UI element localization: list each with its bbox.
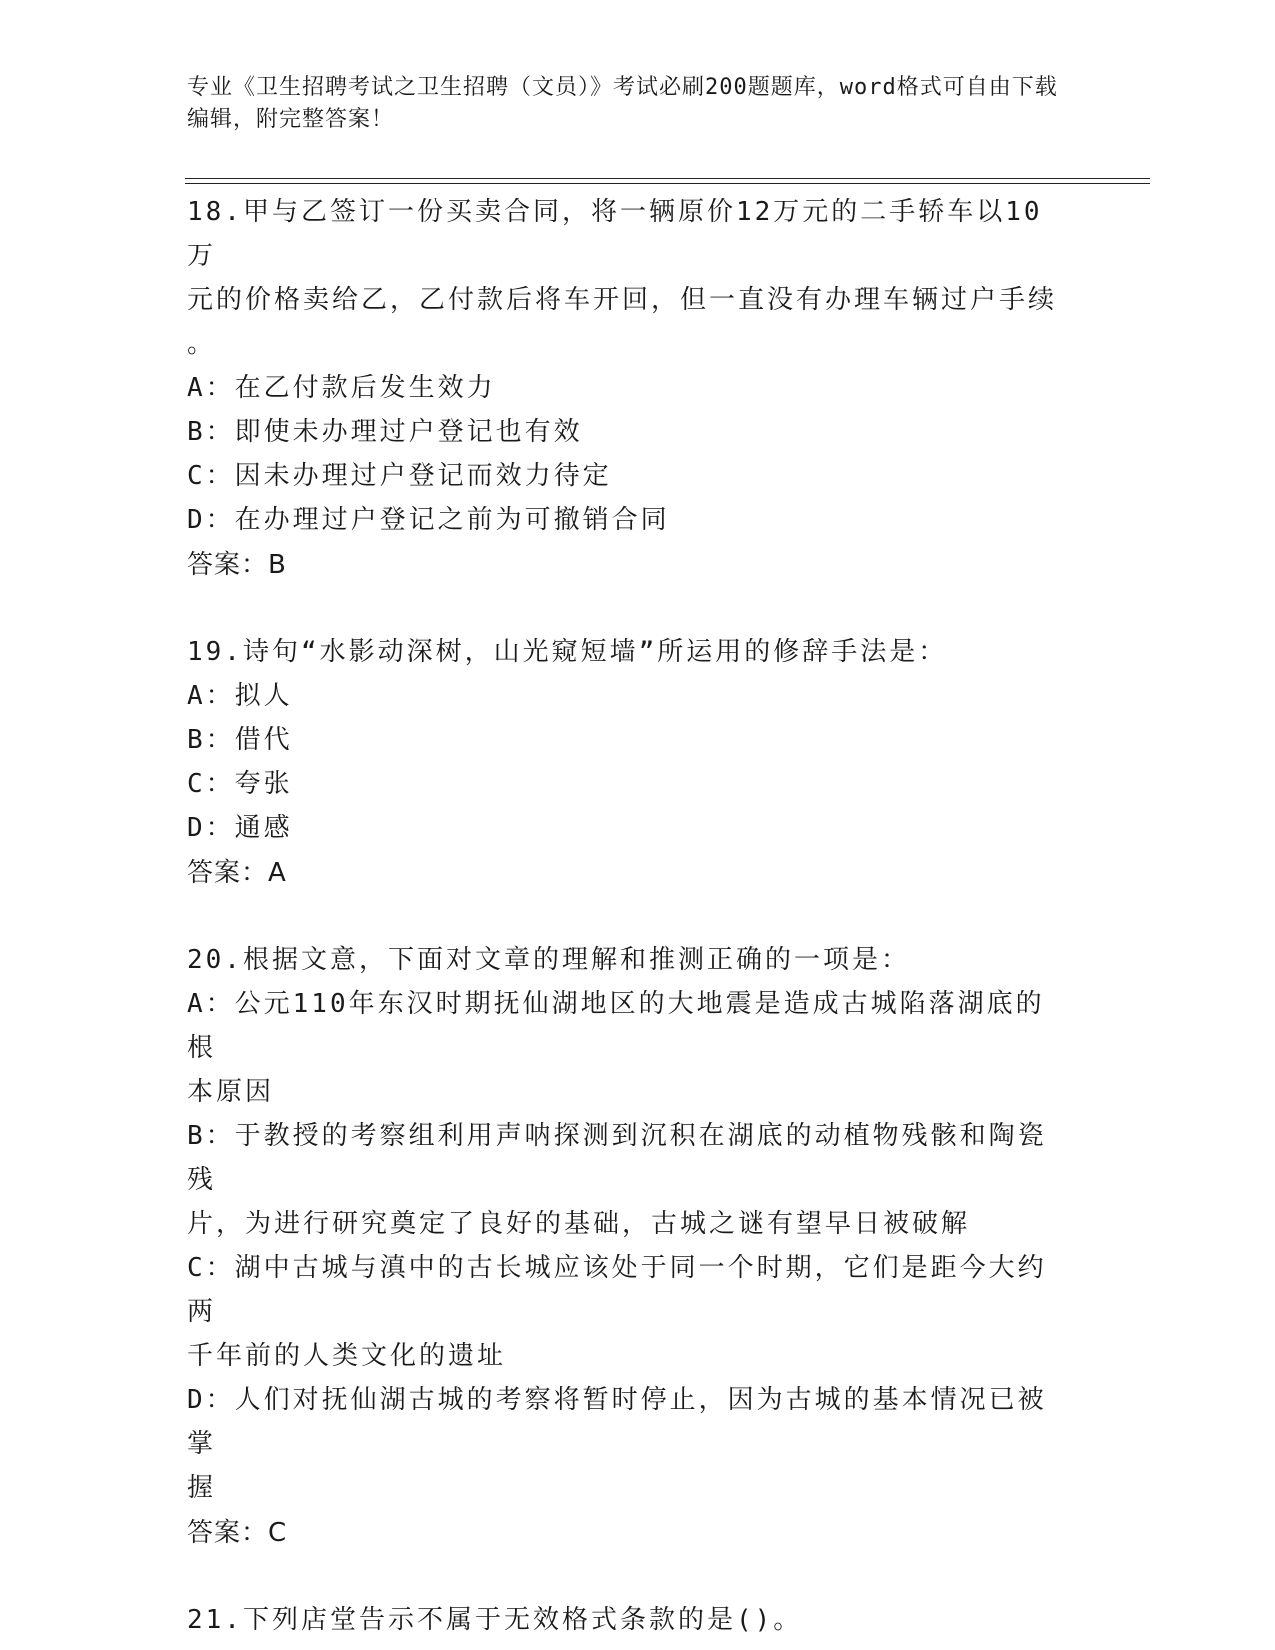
answer-option-line: D：通感 xyxy=(187,813,293,843)
question-list xyxy=(187,190,1067,1642)
answer-option-line: B：即使未办理过户登记也有效 xyxy=(187,417,583,447)
answer-option-line: C：因未办理过户登记而效力待定 xyxy=(187,461,612,491)
answer-option-line: D：在办理过户登记之前为可撤销合同 xyxy=(187,505,670,535)
question-stem-line: 元的价格卖给乙，乙付款后将车开回，但一直没有办理车辆过户手续 xyxy=(187,285,1058,315)
question-block xyxy=(187,938,1067,1556)
answer-option-line: 片，为进行研究奠定了良好的基础，古城之谜有望早日被破解 xyxy=(187,1209,971,1239)
document-header: 专业《卫生招聘考试之卫生招聘（文员）》考试必刷200题题库，word格式可自由下载编辑，附完整答案！ xyxy=(187,75,1058,132)
answer-option-line: B：于教授的考察组利用声呐探测到沉积在湖底的动植物残骸和陶瓷残 xyxy=(187,1121,1047,1195)
answer-option-line: A：在乙付款后发生效力 xyxy=(187,373,496,403)
answer-option-line: 千年前的人类文化的遗址 xyxy=(187,1341,507,1371)
header-divider-bottom xyxy=(185,183,1150,184)
answer-key: 答案：C xyxy=(187,1518,288,1548)
question-stem-line: 21.下列店堂告示不属于无效格式条款的是()。 xyxy=(187,1605,803,1635)
answer-key: 答案：B xyxy=(187,550,287,580)
question-stem-line: 。 xyxy=(187,329,217,359)
answer-option-line: D：人们对抚仙湖古城的考察将暂时停止，因为古城的基本情况已被掌 xyxy=(187,1385,1047,1459)
answer-key: 答案：A xyxy=(187,858,287,888)
question-stem-line: 19.诗句“水影动深树，山光窥短墙”所运用的修辞手法是： xyxy=(187,637,948,667)
answer-option-line: A：拟人 xyxy=(187,681,293,711)
question-block xyxy=(187,630,1067,896)
question-stem-line: 20.根据文意，下面对文章的理解和推测正确的一项是： xyxy=(187,945,910,975)
question-spacer xyxy=(187,588,1067,630)
question-spacer xyxy=(187,1556,1067,1598)
question-stem-line: 18.甲与乙签订一份买卖合同，将一辆原价12万元的二手轿车以10万 xyxy=(187,197,1043,271)
header-divider-top xyxy=(185,178,1150,179)
question-spacer xyxy=(187,896,1067,938)
question-block xyxy=(187,190,1067,588)
answer-option-line: C：夸张 xyxy=(187,769,293,799)
answer-option-line: 握 xyxy=(187,1473,217,1503)
answer-option-line: C：湖中古城与滇中的古长城应该处于同一个时期，它们是距今大约两 xyxy=(187,1253,1047,1327)
answer-option-line: A：公元110年东汉时期抚仙湖地区的大地震是造成古城陷落湖底的根 xyxy=(187,989,1045,1063)
answer-option-line: 本原因 xyxy=(187,1077,275,1107)
question-block xyxy=(187,1598,1067,1642)
answer-option-line: B：借代 xyxy=(187,725,293,755)
